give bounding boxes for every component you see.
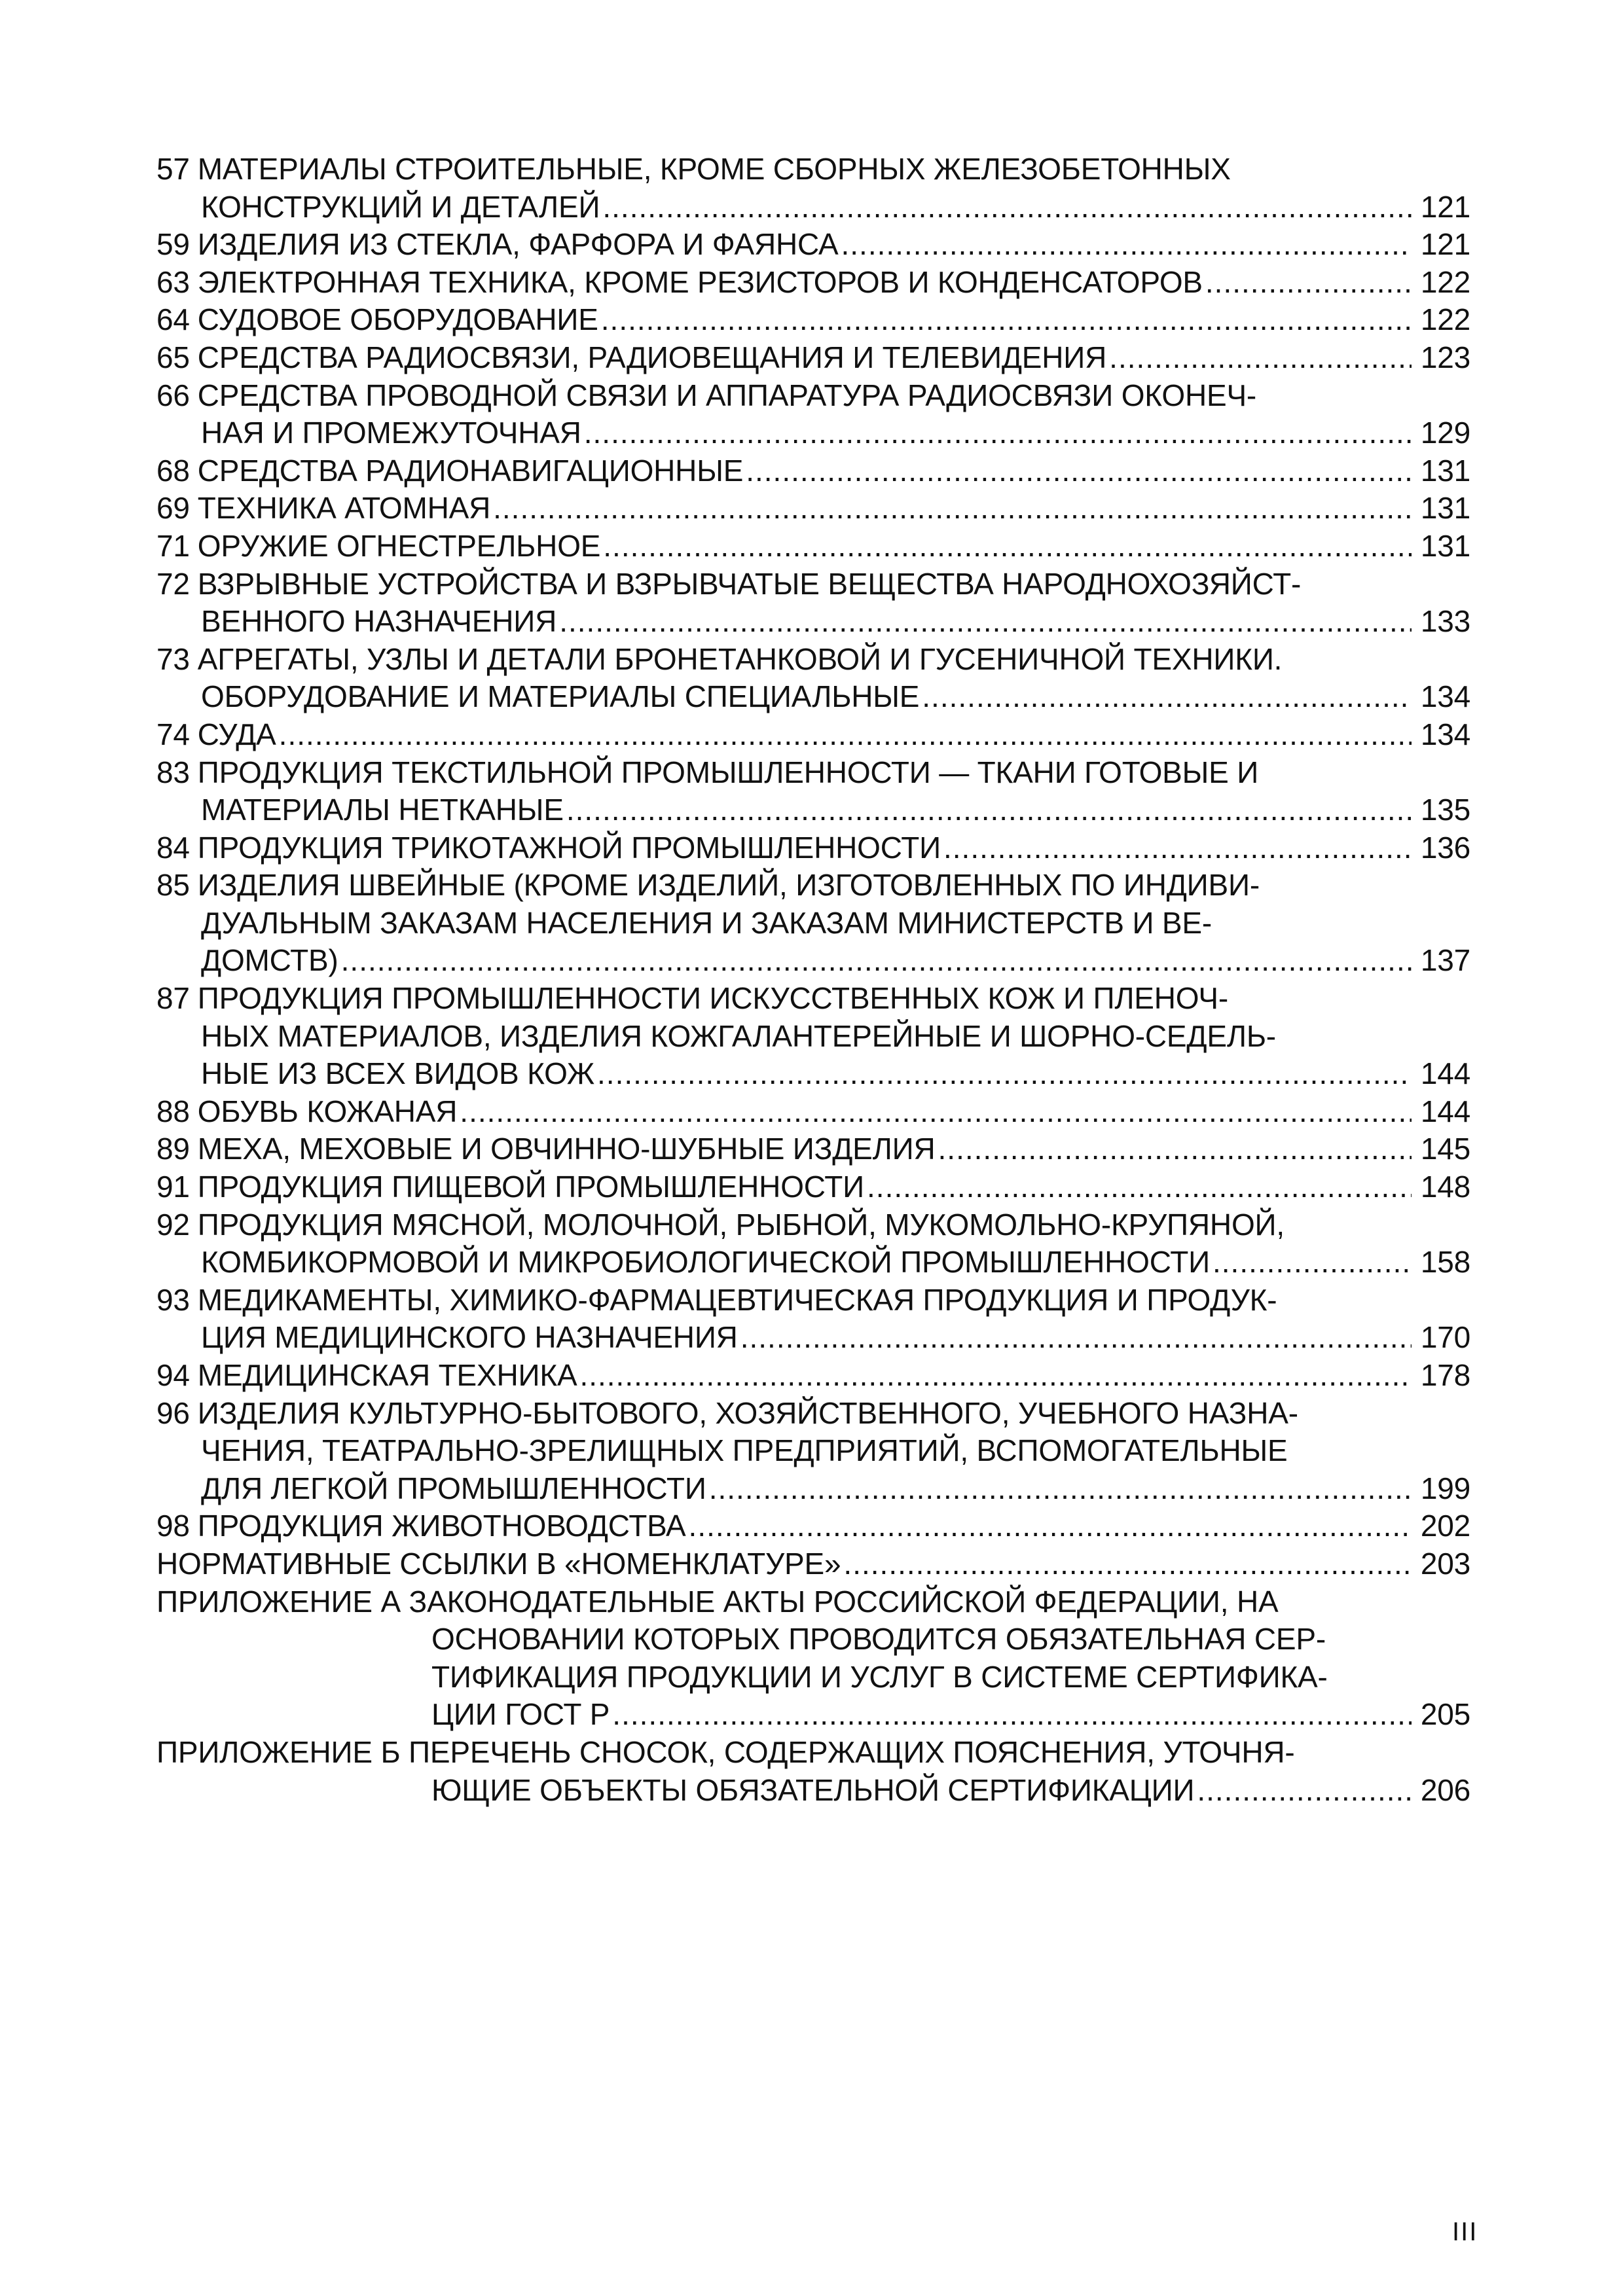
section-number: 63	[156, 264, 190, 299]
toc-entry-line	[156, 377, 1470, 415]
section-title: ПРОДУКЦИЯ ЖИВОТНОВОДСТВА	[197, 1509, 686, 1543]
section-number: 57	[156, 152, 190, 186]
dot-leader	[746, 452, 1412, 490]
page-ref: 131	[1420, 491, 1470, 526]
dot-leader	[1205, 264, 1412, 302]
section-title: МЕДИКАМЕНТЫ, ХИМИКО-ФАРМАЦЕВТИЧЕСКАЯ ПРОДУКЦИЯ И ПРОДУК-	[197, 1282, 1277, 1317]
toc-entry-line	[156, 1018, 1470, 1056]
toc-entry	[156, 490, 1470, 528]
section-number: 65	[156, 340, 190, 374]
page-ref: 129	[1420, 416, 1470, 450]
toc-entry-line	[156, 1734, 1470, 1772]
section-title: СРЕДСТВА РАДИОСВЯЗИ, РАДИОВЕЩАНИЯ И ТЕЛЕВИДЕНИЯ	[197, 340, 1107, 374]
toc-entry-line	[156, 188, 1470, 226]
page-ref: 134	[1420, 679, 1470, 714]
page-ref: 199	[1420, 1471, 1470, 1505]
toc-entry	[156, 226, 1470, 264]
toc-entry-line	[156, 1507, 1470, 1545]
page-ref: 205	[1420, 1697, 1470, 1732]
toc-entry	[156, 301, 1470, 339]
page-ref: 136	[1420, 830, 1470, 865]
section-number: 64	[156, 302, 190, 337]
section-title: СРЕДСТВА РАДИОНАВИГАЦИОННЫЕ	[197, 453, 744, 488]
section-number: 73	[156, 641, 190, 676]
toc-entry-line	[156, 1432, 1470, 1470]
toc-entry-line	[156, 1545, 1470, 1583]
section-number: 87	[156, 981, 190, 1016]
page-ref: 121	[1420, 189, 1470, 224]
toc-entry	[156, 339, 1470, 377]
section-title: ОБУВЬ КОЖАНАЯ	[197, 1094, 458, 1128]
page-ref: 203	[1420, 1546, 1470, 1581]
toc-entry-line	[156, 1168, 1470, 1206]
dot-leader	[1213, 1244, 1412, 1282]
section-title: ДУАЛЬНЫМ ЗАКАЗАМ НАСЕЛЕНИЯ И ЗАКАЗАМ МИНИСТЕРСТВ И ВЕ-	[201, 905, 1212, 940]
toc-entry-line	[156, 942, 1470, 980]
toc-entry-line	[156, 264, 1470, 302]
section-title: ЧЕНИЯ, ТЕАТРАЛЬНО-ЗРЕЛИЩНЫХ ПРЕДПРИЯТИЙ, ВСПОМОГАТЕЛЬНЫЕ	[201, 1433, 1288, 1468]
section-number: 69	[156, 491, 190, 526]
dot-leader	[938, 1130, 1412, 1168]
section-title: НАЯ И ПРОМЕЖУТОЧНАЯ	[201, 416, 581, 450]
toc-entry	[156, 1583, 1470, 1734]
toc-entry-line	[156, 1206, 1470, 1244]
section-title: ОРУЖИЕ ОГНЕСТРЕЛЬНОЕ	[197, 528, 601, 563]
dot-leader	[740, 1319, 1412, 1357]
dot-leader	[843, 1545, 1412, 1583]
section-title: СРЕДСТВА ПРОВОДНОЙ СВЯЗИ И АППАРАТУРА РАДИОСВЯЗИ ОКОНЕЧ-	[197, 378, 1257, 412]
section-title: ПРОДУКЦИЯ ПРОМЫШЛЕННОСТИ ИСКУССТВЕННЫХ КОЖ И ПЛЕНОЧ-	[197, 981, 1228, 1016]
toc-entry-line	[156, 528, 1470, 565]
toc-entry-line	[156, 791, 1470, 829]
section-title: ИЗДЕЛИЯ ИЗ СТЕКЛА, ФАРФОРА И ФАЯНСА	[197, 227, 839, 262]
page-ref: 170	[1420, 1320, 1470, 1355]
section-title: ЮЩИЕ ОБЪЕКТЫ ОБЯЗАТЕЛЬНОЙ СЕРТИФИКАЦИИ	[431, 1772, 1195, 1807]
toc-entry-line	[156, 1621, 1470, 1659]
dot-leader	[689, 1507, 1412, 1545]
toc-entry-line	[156, 452, 1470, 490]
toc-entry-line	[156, 1282, 1470, 1319]
section-number: 83	[156, 755, 190, 789]
toc-entry	[156, 452, 1470, 490]
section-title: АГРЕГАТЫ, УЗЛЫ И ДЕТАЛИ БРОНЕТАНКОВОЙ И ГУСЕНИЧНОЙ ТЕХНИКИ.	[197, 641, 1283, 676]
section-title: КОНСТРУКЦИЙ И ДЕТАЛЕЙ	[201, 189, 600, 224]
table-of-contents	[156, 151, 1470, 1809]
dot-leader	[709, 1470, 1412, 1508]
toc-entry	[156, 377, 1470, 452]
toc-entry	[156, 980, 1470, 1093]
dot-leader	[460, 1093, 1412, 1131]
page-ref: 122	[1420, 302, 1470, 337]
toc-entry	[156, 1507, 1470, 1545]
section-number: 89	[156, 1132, 190, 1166]
page-ref: 158	[1420, 1245, 1470, 1280]
toc-entry	[156, 1130, 1470, 1168]
section-number: 98	[156, 1509, 190, 1543]
section-title: ИЗДЕЛИЯ ШВЕЙНЫЕ (КРОМЕ ИЗДЕЛИЙ, ИЗГОТОВЛЕННЫХ ПО ИНДИВИ-	[197, 868, 1260, 903]
toc-entry	[156, 1282, 1470, 1357]
section-title: ПРОДУКЦИЯ ТЕКСТИЛЬНОЙ ПРОМЫШЛЕННОСТИ — ТКАНИ ГОТОВЫЕ И	[197, 755, 1259, 789]
section-title: ПРИЛОЖЕНИЕ Б ПЕРЕЧЕНЬ СНОСОК, СОДЕРЖАЩИХ ПОЯСНЕНИЯ, УТОЧНЯ-	[156, 1734, 1295, 1769]
page-ref: 134	[1420, 717, 1470, 751]
section-number: 74	[156, 717, 190, 751]
dot-leader	[1109, 339, 1412, 377]
dot-leader	[1197, 1772, 1412, 1810]
toc-entry	[156, 565, 1470, 641]
section-number: 72	[156, 566, 190, 601]
section-title: ДОМСТВ)	[201, 943, 338, 978]
dot-leader	[584, 414, 1412, 452]
toc-entry	[156, 1357, 1470, 1395]
dot-leader	[566, 791, 1412, 829]
toc-entry-line	[156, 1772, 1470, 1810]
dot-leader	[579, 1357, 1412, 1395]
page-ref: 137	[1420, 943, 1470, 978]
toc-entry-line	[156, 754, 1470, 792]
toc-entry-line	[156, 490, 1470, 528]
page-ref: 144	[1420, 1056, 1470, 1091]
section-title: МЕДИЦИНСКАЯ ТЕХНИКА	[197, 1358, 577, 1392]
toc-entry-line	[156, 1244, 1470, 1282]
toc-entry-line	[156, 1357, 1470, 1395]
section-title: ЦИИ ГОСТ Р	[431, 1697, 610, 1732]
page-ref: 144	[1420, 1094, 1470, 1128]
dot-leader	[601, 301, 1412, 339]
section-title: ТИФИКАЦИЯ ПРОДУКЦИИ И УСЛУГ В СИСТЕМЕ СЕРТИФИКА-	[431, 1659, 1328, 1694]
toc-entry-line	[156, 1319, 1470, 1357]
section-title: ВЕННОГО НАЗНАЧЕНИЯ	[201, 604, 557, 639]
section-title: ЦИЯ МЕДИЦИНСКОГО НАЗНАЧЕНИЯ	[201, 1320, 738, 1355]
section-number: 94	[156, 1358, 190, 1392]
section-title: ВЗРЫВНЫЕ УСТРОЙСТВА И ВЗРЫВЧАТЫЕ ВЕЩЕСТВА НАРОДНОХОЗЯЙСТ-	[197, 566, 1302, 601]
toc-entry	[156, 867, 1470, 980]
page-ref: 145	[1420, 1132, 1470, 1166]
toc-entry	[156, 641, 1470, 716]
dot-leader	[922, 678, 1412, 716]
section-title: НЫЕ ИЗ ВСЕХ ВИДОВ КОЖ	[201, 1056, 595, 1091]
toc-entry	[156, 716, 1470, 754]
page-ref: 131	[1420, 453, 1470, 488]
section-number: 91	[156, 1170, 190, 1204]
section-title: ИЗДЕЛИЯ КУЛЬТУРНО-БЫТОВОГО, ХОЗЯЙСТВЕННОГО, УЧЕБНОГО НАЗНА-	[197, 1395, 1298, 1430]
section-title: ПРОДУКЦИЯ ПИЩЕВОЙ ПРОМЫШЛЕННОСТИ	[197, 1170, 865, 1204]
section-number: 59	[156, 227, 190, 262]
section-title: КОМБИКОРМОВОЙ И МИКРОБИОЛОГИЧЕСКОЙ ПРОМЫШЛЕННОСТИ	[201, 1245, 1210, 1280]
page-ref: 123	[1420, 340, 1470, 374]
section-title: ЭЛЕКТРОННАЯ ТЕХНИКА, КРОМЕ РЕЗИСТОРОВ И КОНДЕНСАТОРОВ	[197, 264, 1203, 299]
toc-entry-line	[156, 226, 1470, 264]
dot-leader	[602, 188, 1412, 226]
toc-entry-line	[156, 867, 1470, 905]
dot-leader	[279, 716, 1412, 754]
toc-entry-line	[156, 641, 1470, 679]
toc-entry-line	[156, 339, 1470, 377]
section-number: 66	[156, 378, 190, 412]
dot-leader	[841, 226, 1412, 264]
section-number: 84	[156, 830, 190, 865]
toc-entry	[156, 1093, 1470, 1131]
dot-leader	[597, 1055, 1412, 1093]
section-title: ОБОРУДОВАНИЕ И МАТЕРИАЛЫ СПЕЦИАЛЬНЫЕ	[201, 679, 920, 714]
toc-entry-line	[156, 829, 1470, 867]
toc-entry-line	[156, 1093, 1470, 1131]
section-title: МАТЕРИАЛЫ СТРОИТЕЛЬНЫЕ, КРОМЕ СБОРНЫХ ЖЕЛЕЗОБЕТОННЫХ	[197, 152, 1231, 186]
section-title: ОСНОВАНИИ КОТОРЫХ ПРОВОДИТСЯ ОБЯЗАТЕЛЬНАЯ СЕР-	[431, 1622, 1326, 1657]
toc-entry-line	[156, 1659, 1470, 1696]
section-number: 68	[156, 453, 190, 488]
dot-leader	[612, 1696, 1412, 1734]
toc-entry-line	[156, 1583, 1470, 1621]
section-title: МАТЕРИАЛЫ НЕТКАНЫЕ	[201, 793, 564, 827]
section-title: ТЕХНИКА АТОМНАЯ	[197, 491, 491, 526]
toc-entry	[156, 829, 1470, 867]
toc-entry-line	[156, 1395, 1470, 1433]
section-number: 88	[156, 1094, 190, 1128]
page-ref: 133	[1420, 604, 1470, 639]
dot-leader	[559, 603, 1412, 641]
toc-entry-line	[156, 1470, 1470, 1508]
toc-entry-line	[156, 603, 1470, 641]
section-title: ПРОДУКЦИЯ МЯСНОЙ, МОЛОЧНОЙ, РЫБНОЙ, МУКОМОЛЬНО-КРУПЯНОЙ,	[197, 1207, 1285, 1242]
page-ref: 202	[1420, 1509, 1470, 1543]
toc-entry-line	[156, 414, 1470, 452]
dot-leader	[603, 528, 1412, 565]
toc-entry-line	[156, 678, 1470, 716]
page-ref: 178	[1420, 1358, 1470, 1392]
toc-entry	[156, 528, 1470, 565]
toc-entry	[156, 1206, 1470, 1282]
section-title: СУДОВОЕ ОБОРУДОВАНИЕ	[197, 302, 598, 337]
toc-entry	[156, 1168, 1470, 1206]
section-number: 92	[156, 1207, 190, 1242]
toc-entry-line	[156, 151, 1470, 188]
toc-entry	[156, 264, 1470, 302]
section-number: 85	[156, 868, 190, 903]
toc-entry-line	[156, 301, 1470, 339]
page-ref: 135	[1420, 793, 1470, 827]
toc-entry	[156, 1734, 1470, 1809]
toc-entry	[156, 754, 1470, 829]
dot-leader	[943, 829, 1412, 867]
page-ref: 206	[1420, 1772, 1470, 1807]
page-ref: 121	[1420, 227, 1470, 262]
page-number: III	[1452, 2217, 1478, 2246]
section-title: СУДА	[197, 717, 276, 751]
page-ref: 122	[1420, 264, 1470, 299]
section-title: ПРОДУКЦИЯ ТРИКОТАЖНОЙ ПРОМЫШЛЕННОСТИ	[197, 830, 941, 865]
page-ref: 131	[1420, 528, 1470, 563]
toc-entry	[156, 1545, 1470, 1583]
section-title: НОРМАТИВНЫЕ ССЫЛКИ В «НОМЕНКЛАТУРЕ»	[156, 1546, 841, 1581]
section-title: МЕХА, МЕХОВЫЕ И ОВЧИННО-ШУБНЫЕ ИЗДЕЛИЯ	[197, 1132, 936, 1166]
section-number: 93	[156, 1282, 190, 1317]
toc-entry-line	[156, 716, 1470, 754]
toc-entry	[156, 1395, 1470, 1508]
toc-entry-line	[156, 905, 1470, 942]
toc-entry-line	[156, 1130, 1470, 1168]
dot-leader	[341, 942, 1412, 980]
section-number: 71	[156, 528, 190, 563]
page-ref: 148	[1420, 1170, 1470, 1204]
section-title: НЫХ МАТЕРИАЛОВ, ИЗДЕЛИЯ КОЖГАЛАНТЕРЕЙНЫЕ И ШОРНО-СЕДЕЛЬ-	[201, 1018, 1276, 1053]
dot-leader	[493, 490, 1412, 528]
section-number: 96	[156, 1395, 190, 1430]
section-title: ДЛЯ ЛЕГКОЙ ПРОМЫШЛЕННОСТИ	[201, 1471, 706, 1505]
toc-entry	[156, 151, 1470, 226]
toc-entry-line	[156, 565, 1470, 603]
toc-entry-line	[156, 1696, 1470, 1734]
toc-entry-line	[156, 1055, 1470, 1093]
toc-entry-line	[156, 980, 1470, 1018]
section-title: ПРИЛОЖЕНИЕ А ЗАКОНОДАТЕЛЬНЫЕ АКТЫ РОССИЙСКОЙ ФЕДЕРАЦИИ, НА	[156, 1584, 1279, 1619]
dot-leader	[867, 1168, 1412, 1206]
